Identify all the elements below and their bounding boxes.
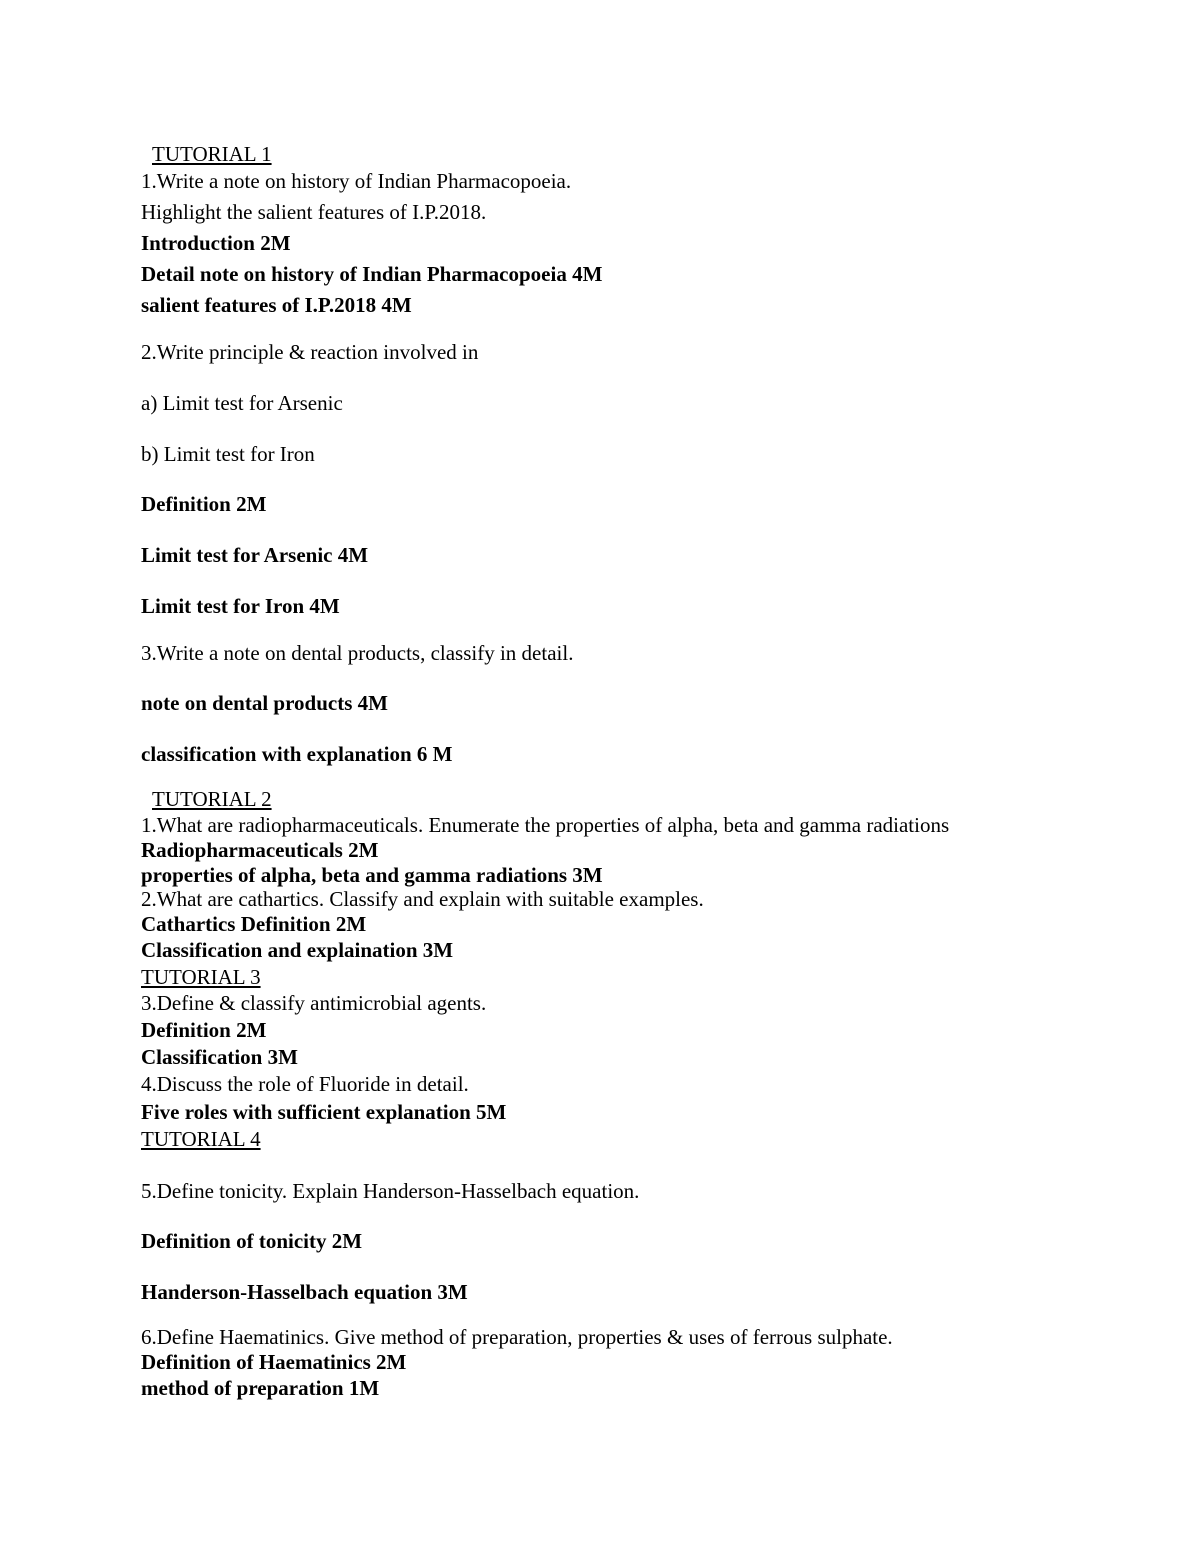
tutorial-3-heading: TUTORIAL 3 [141, 965, 261, 989]
t1-q1-marks-intro: Introduction 2M [141, 231, 291, 255]
t2-q1-marks-radio: Radiopharmaceuticals 2M [141, 838, 379, 862]
t3-question-4: 4.Discuss the role of Fluoride in detail. [141, 1072, 469, 1096]
t3-q3-marks-classification: Classification 3M [141, 1045, 298, 1069]
t2-q1-marks-properties: properties of alpha, beta and gamma radiations 3M [141, 863, 603, 887]
t3-question-3: 3.Define & classify antimicrobial agents. [141, 991, 487, 1015]
t4-q5-marks-equation: Handerson-Hasselbach equation 3M [141, 1280, 468, 1304]
t1-q2-marks-iron: Limit test for Iron 4M [141, 594, 340, 618]
t1-question-2b: b) Limit test for Iron [141, 442, 315, 466]
t4-q6-marks-definition: Definition of Haematinics 2M [141, 1350, 407, 1374]
t1-q3-marks-note: note on dental products 4M [141, 691, 388, 715]
t3-q4-marks-roles: Five roles with sufficient explanation 5M [141, 1100, 507, 1124]
t2-q2-marks-definition: Cathartics Definition 2M [141, 912, 367, 936]
t1-q1-marks-history: Detail note on history of Indian Pharmacopoeia 4M [141, 262, 603, 286]
t2-q2-marks-classification: Classification and explaination 3M [141, 938, 454, 962]
t1-question-2a: a) Limit test for Arsenic [141, 391, 343, 415]
t1-q2-marks-arsenic: Limit test for Arsenic 4M [141, 543, 369, 567]
t1-q3-marks-classification: classification with explanation 6 M [141, 742, 453, 766]
t4-q5-marks-definition: Definition of tonicity 2M [141, 1229, 363, 1253]
t3-q3-marks-definition: Definition 2M [141, 1018, 267, 1042]
t4-question-6: 6.Define Haematinics. Give method of preparation, properties & uses of ferrous sulphate. [141, 1325, 893, 1349]
t1-q1-marks-features: salient features of I.P.2018 4M [141, 293, 412, 317]
t1-question-1-cont: Highlight the salient features of I.P.2018. [141, 200, 487, 224]
t4-question-5: 5.Define tonicity. Explain Handerson-Hasselbach equation. [141, 1179, 640, 1203]
t2-question-2: 2.What are cathartics. Classify and explain with suitable examples. [141, 887, 704, 911]
t4-q6-marks-preparation: method of preparation 1M [141, 1376, 380, 1400]
t1-question-3: 3.Write a note on dental products, classify in detail. [141, 641, 574, 665]
tutorial-2-heading: TUTORIAL 2 [152, 787, 272, 811]
t1-question-1: 1.Write a note on history of Indian Pharmacopoeia. [141, 169, 572, 193]
t1-q2-marks-definition: Definition 2M [141, 492, 267, 516]
tutorial-4-heading: TUTORIAL 4 [141, 1127, 261, 1151]
t1-question-2: 2.Write principle & reaction involved in [141, 340, 479, 364]
t2-question-1: 1.What are radiopharmaceuticals. Enumerate the properties of alpha, beta and gamma radiations [141, 813, 950, 837]
tutorial-1-heading: TUTORIAL 1 [152, 142, 272, 166]
